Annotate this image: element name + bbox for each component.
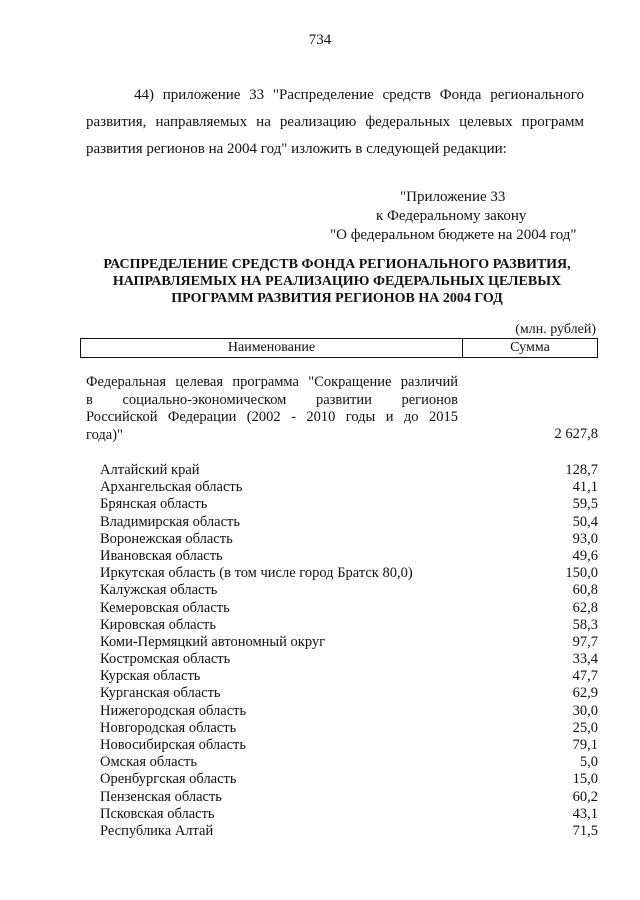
region-name: Республика Алтай xyxy=(100,822,214,839)
program-row xyxy=(86,374,598,444)
appendix-note-line: "Приложение 33 xyxy=(400,189,506,205)
region-name: Алтайский край xyxy=(100,462,200,478)
region-name: Костромская область xyxy=(100,651,231,668)
table-row xyxy=(100,634,598,651)
region-value: 62,8 xyxy=(572,599,598,616)
region-value: 59,5 xyxy=(572,496,598,513)
program-line: Российской Федерации (2002 - 2010 годы и до 2015 xyxy=(86,409,458,425)
heading-line: РАСПРЕДЕЛЕНИЕ СРЕДСТВ ФОНДА РЕГИОНАЛЬНОГО РАЗВИТИЯ, xyxy=(103,257,571,272)
program-name xyxy=(86,374,458,444)
region-value: 150,0 xyxy=(565,565,598,582)
table-row xyxy=(100,514,598,531)
regions-list xyxy=(100,462,598,840)
table-header xyxy=(80,338,598,358)
column-header-sum: Сумма xyxy=(510,340,550,355)
region-name: Курская область xyxy=(100,668,201,685)
table-row xyxy=(100,651,598,668)
region-value: 33,4 xyxy=(572,651,598,668)
appendix-note xyxy=(318,188,598,245)
table-row xyxy=(100,823,598,840)
region-name: Воронежская область xyxy=(100,530,233,547)
region-name: Иркутская область (в том числе город Братск 80,0) xyxy=(100,565,413,582)
region-name: Курганская область xyxy=(100,685,221,702)
heading-line: ПРОГРАММ РАЗВИТИЯ РЕГИОНОВ НА 2004 ГОД xyxy=(171,291,503,306)
region-value: 30,0 xyxy=(572,702,598,719)
table-row xyxy=(100,600,598,617)
region-name: Кировская область xyxy=(100,616,217,633)
table-row xyxy=(100,789,598,806)
region-name: Оренбургская область xyxy=(100,771,237,788)
region-value: 93,0 xyxy=(572,530,598,547)
appendix-note-line: к Федеральному закону xyxy=(376,208,527,224)
column-header-name: Наименование xyxy=(81,339,463,357)
region-value: 128,7 xyxy=(565,462,598,478)
intro-line: развития регионов на 2004 год" изложить в следующей редакции: xyxy=(86,141,507,157)
program-line: Федеральная целевая программа "Сокращение различий xyxy=(86,374,458,390)
region-value: 47,7 xyxy=(572,668,598,685)
region-name: Омская область xyxy=(100,754,197,771)
intro-line: развития, направляемых на реализацию федеральных целевых программ xyxy=(86,114,584,130)
table-row xyxy=(100,771,598,788)
region-name: Пензенская область xyxy=(100,788,222,805)
region-name: Коми-Пермяцкий автономный округ xyxy=(100,633,326,650)
region-value: 5,0 xyxy=(579,754,598,771)
region-value: 97,7 xyxy=(572,633,598,650)
table-row xyxy=(100,617,598,634)
region-value: 60,2 xyxy=(572,788,598,805)
region-name: Владимирская область xyxy=(100,513,240,530)
region-value: 50,4 xyxy=(572,513,598,530)
table-row xyxy=(100,668,598,685)
table-row xyxy=(100,737,598,754)
region-name: Ивановская область xyxy=(100,547,223,564)
table-row xyxy=(100,754,598,771)
table-row xyxy=(100,548,598,565)
document-heading xyxy=(80,256,594,307)
region-value: 71,5 xyxy=(572,822,598,839)
program-value: 2 627,8 xyxy=(554,426,598,442)
intro-line: 44) приложение 33 "Распределение средств Фонда регионального xyxy=(134,87,584,103)
table-row xyxy=(100,685,598,702)
heading-line: НАПРАВЛЯЕМЫХ НА РЕАЛИЗАЦИЮ ФЕДЕРАЛЬНЫХ ЦЕЛЕВЫХ xyxy=(112,274,562,289)
appendix-note-line: "О федеральном бюджете на 2004 год" xyxy=(330,227,577,243)
page-number: 734 xyxy=(308,32,332,48)
region-name: Новосибирская область xyxy=(100,737,246,753)
program-line: в социально-экономическом развитии регионов xyxy=(86,391,458,408)
table-row xyxy=(100,496,598,513)
table-row xyxy=(100,479,598,496)
region-value: 43,1 xyxy=(572,805,598,822)
region-value: 60,8 xyxy=(572,582,598,599)
table-row xyxy=(100,565,598,582)
region-name: Брянская область xyxy=(100,496,208,513)
region-value: 41,1 xyxy=(572,479,598,496)
region-name: Кемеровская область xyxy=(100,599,230,616)
intro-paragraph xyxy=(86,82,584,163)
table-row xyxy=(100,531,598,548)
region-name: Архангельская область xyxy=(100,479,243,496)
region-name: Псковская область xyxy=(100,805,215,822)
region-value: 58,3 xyxy=(572,616,598,633)
table-row xyxy=(100,462,598,479)
region-name: Калужская область xyxy=(100,582,218,599)
table-row xyxy=(100,703,598,720)
program-line: года)" xyxy=(86,426,123,443)
table-row xyxy=(100,806,598,823)
table-row xyxy=(100,582,598,599)
region-value: 62,9 xyxy=(572,685,598,702)
region-name: Новгородская область xyxy=(100,719,237,736)
region-value: 15,0 xyxy=(572,771,598,788)
unit-label: (млн. рублей) xyxy=(515,322,596,337)
region-name: Нижегородская область xyxy=(100,702,247,719)
region-value: 25,0 xyxy=(572,719,598,736)
table-row xyxy=(100,720,598,737)
region-value: 79,1 xyxy=(572,737,598,753)
region-value: 49,6 xyxy=(572,547,598,564)
